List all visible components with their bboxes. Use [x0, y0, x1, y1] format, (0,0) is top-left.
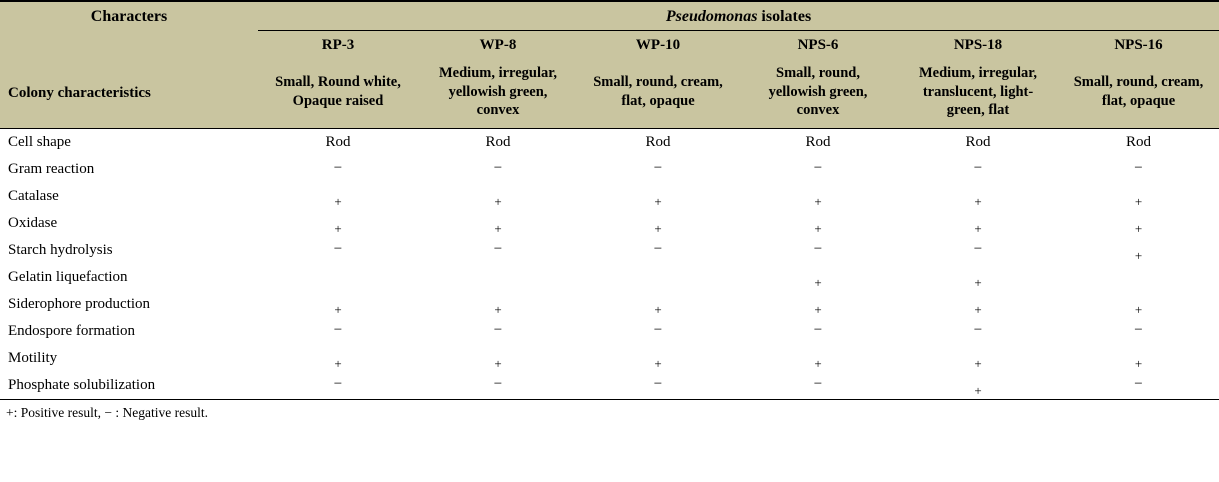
value-text: − [973, 159, 983, 176]
value-text: Rod [965, 133, 991, 150]
value-text: + [494, 193, 502, 209]
value-cell [578, 156, 738, 183]
value-text: + [654, 193, 662, 209]
value-text: − [333, 321, 343, 338]
value-cell [258, 237, 418, 264]
table-row [0, 128, 1219, 156]
value-cell [738, 156, 898, 183]
value-text: − [333, 375, 343, 392]
value-text: − [653, 159, 663, 176]
value-text: + [1134, 301, 1143, 317]
value-cell [258, 291, 418, 318]
value-text: − [333, 159, 343, 176]
table-row [0, 291, 1219, 318]
table-row [0, 183, 1219, 210]
value-cell [578, 291, 738, 318]
value-cell [1058, 128, 1219, 156]
value-cell [1058, 183, 1219, 210]
value-text: − [973, 240, 983, 257]
value-cell [1058, 156, 1219, 183]
value-cell [258, 345, 418, 372]
isolate-header-nps18: NPS-18 [898, 31, 1058, 61]
value-text: − [653, 375, 663, 392]
value-cell [418, 318, 578, 345]
isolate-header-nps6: NPS-6 [738, 31, 898, 61]
value-cell [418, 156, 578, 183]
colony-description-nps6: Small, round, yellowish green, convex [738, 60, 898, 128]
value-cell [258, 318, 418, 345]
value-text: − [1134, 375, 1143, 392]
value-text: + [974, 301, 982, 317]
row-label-motility: Motility [8, 349, 58, 366]
value-text: − [813, 159, 823, 176]
value-text: + [974, 355, 982, 371]
isolate-header-rp3: RP-3 [258, 31, 418, 61]
value-cell [418, 345, 578, 372]
value-text: − [653, 321, 663, 338]
value-cell [418, 291, 578, 318]
value-text: + [654, 220, 662, 236]
row-label-starch-hydrolysis: Starch hydrolysis [8, 241, 113, 258]
header-row-title [0, 1, 1219, 31]
value-cell [418, 128, 578, 156]
value-cell [738, 264, 898, 291]
value-cell [898, 128, 1058, 156]
table-row [0, 156, 1219, 183]
characters-header: Characters [0, 1, 258, 31]
row-label-catalase: Catalase [8, 187, 59, 204]
value-cell [898, 345, 1058, 372]
isolate-header-wp8: WP-8 [418, 31, 578, 61]
value-cell [578, 183, 738, 210]
value-cell [258, 128, 418, 156]
value-text: − [653, 240, 663, 257]
table-footnote: +: Positive result, − : Negative result. [6, 404, 208, 420]
value-text: + [334, 301, 342, 317]
value-text: + [974, 193, 982, 209]
group-header-genus: Pseudomonas [665, 8, 758, 25]
colony-description-nps16: Small, round, cream, flat, opaque [1058, 60, 1219, 128]
value-cell [738, 183, 898, 210]
value-text: − [1134, 159, 1143, 176]
value-cell [1058, 237, 1219, 264]
value-cell [898, 237, 1058, 264]
value-cell [738, 291, 898, 318]
value-text: + [814, 355, 822, 371]
colony-description-nps18: Medium, irregular, translucent, light-green, flat [898, 60, 1058, 128]
table-row [0, 345, 1219, 372]
value-cell [578, 372, 738, 400]
value-cell [738, 345, 898, 372]
value-cell [738, 237, 898, 264]
value-text: Rod [805, 133, 831, 150]
value-cell [898, 210, 1058, 237]
header-row-isolates [0, 31, 1219, 61]
value-text: + [654, 355, 662, 371]
value-cell [258, 183, 418, 210]
value-cell [418, 372, 578, 400]
value-text: + [494, 301, 502, 317]
value-cell [898, 156, 1058, 183]
value-text: − [813, 321, 823, 338]
row-label-phosphate-solubilization: Phosphate solubilization [0, 372, 258, 400]
value-cell [418, 264, 578, 291]
value-text: + [494, 220, 502, 236]
colony-characteristics-label: Colony characteristics [0, 60, 258, 128]
table-row [0, 372, 1219, 400]
value-cell [578, 345, 738, 372]
value-text: + [814, 301, 822, 317]
value-text: Rod [1126, 133, 1152, 150]
value-cell [258, 156, 418, 183]
value-cell [898, 264, 1058, 291]
value-text: − [493, 375, 503, 392]
value-text: − [813, 375, 823, 392]
value-text: + [1134, 355, 1143, 371]
table-row [0, 237, 1219, 264]
row-label-endospore-formation: Endospore formation [8, 322, 136, 339]
table-row [0, 264, 1219, 291]
value-text: − [813, 240, 823, 257]
value-text: + [814, 193, 822, 209]
value-cell [418, 237, 578, 264]
row-label-cell-shape: Cell shape [8, 133, 71, 150]
value-text: + [974, 382, 982, 398]
value-text: − [973, 321, 983, 338]
value-cell [578, 237, 738, 264]
value-cell [898, 183, 1058, 210]
value-cell [1058, 264, 1219, 291]
value-text: + [974, 274, 982, 290]
header-row-colony [0, 60, 1219, 128]
value-text: + [814, 274, 822, 290]
colony-description-wp8: Medium, irregular, yellowish green, convex [418, 60, 578, 128]
value-text: + [1134, 220, 1143, 236]
value-text: + [974, 220, 982, 236]
value-cell [418, 183, 578, 210]
value-cell [578, 318, 738, 345]
value-text: − [1134, 321, 1143, 338]
value-text: − [333, 240, 343, 257]
value-cell [898, 372, 1058, 400]
group-header-suffix: isolates [757, 8, 812, 25]
value-text: + [654, 301, 662, 317]
value-cell [738, 210, 898, 237]
row-label-oxidase: Oxidase [8, 214, 58, 231]
value-cell [258, 210, 418, 237]
table-row [0, 318, 1219, 345]
value-text: + [494, 355, 502, 371]
value-text: + [334, 193, 342, 209]
value-text: + [334, 220, 342, 236]
value-cell [1058, 210, 1219, 237]
row-label-gram-reaction: Gram reaction [8, 160, 95, 177]
value-cell [898, 291, 1058, 318]
value-cell [258, 264, 418, 291]
isolate-header-wp10: WP-10 [578, 31, 738, 61]
isolate-header-nps16: NPS-16 [1058, 31, 1219, 61]
table-row [0, 210, 1219, 237]
value-cell [1058, 318, 1219, 345]
value-text: + [814, 220, 822, 236]
value-cell [578, 210, 738, 237]
value-text: Rod [485, 133, 511, 150]
group-header [258, 1, 1219, 31]
row-label-gelatin-liquefaction: Gelatin liquefaction [8, 268, 128, 285]
header-spacer [0, 31, 258, 61]
row-label-siderophore-production: Siderophore production [8, 295, 151, 312]
value-cell [1058, 345, 1219, 372]
value-text: Rod [645, 133, 671, 150]
colony-description-wp10: Small, round, cream, flat, opaque [578, 60, 738, 128]
value-text: − [493, 159, 503, 176]
value-cell [418, 210, 578, 237]
colony-description-rp3: Small, Round white, Opaque raised [258, 60, 418, 128]
value-cell [738, 318, 898, 345]
value-text: + [1134, 193, 1143, 209]
value-cell [898, 318, 1058, 345]
value-cell [258, 372, 418, 400]
value-text: − [493, 240, 503, 257]
value-cell [738, 372, 898, 400]
value-cell [738, 128, 898, 156]
value-cell [578, 128, 738, 156]
value-cell [1058, 291, 1219, 318]
value-text: + [1134, 247, 1143, 263]
value-cell [1058, 372, 1219, 400]
value-text: − [493, 321, 503, 338]
value-text: Rod [325, 133, 351, 150]
value-cell [578, 264, 738, 291]
value-text: + [334, 355, 342, 371]
